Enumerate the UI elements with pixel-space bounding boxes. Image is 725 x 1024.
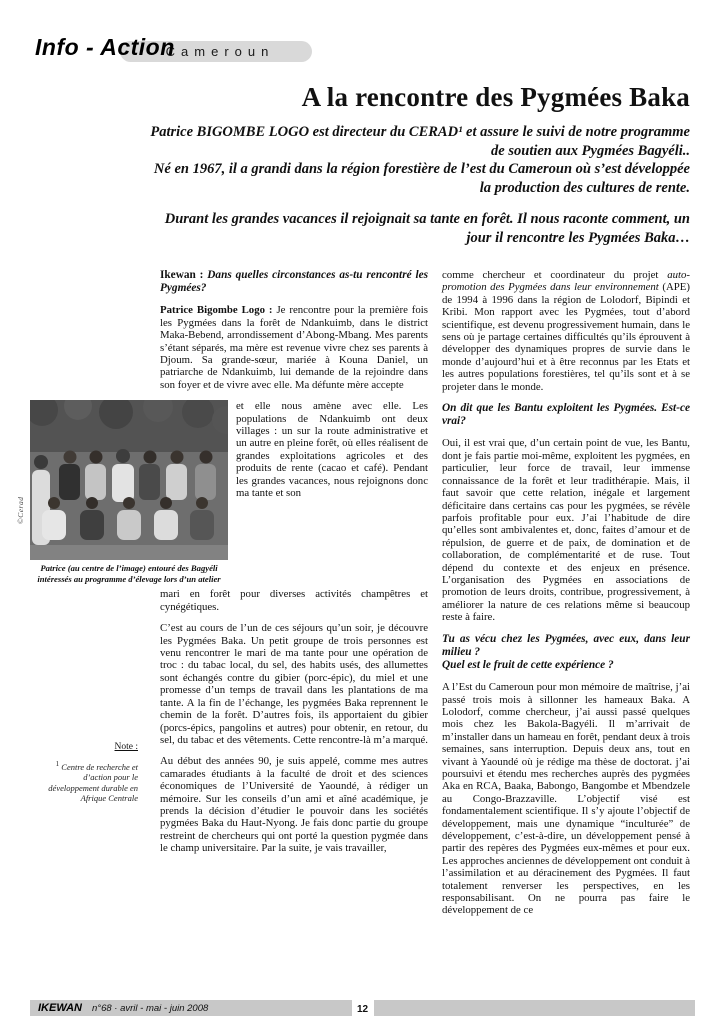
question-text: Dans quelles circonstances as-tu rencontré les Pygmées? [160,269,429,295]
lead-paragraph-3: Durant les grandes vacances il rejoignait sa tante en forêt. Il nous raconte comment, un jour il rencontre les Pygmées Baka… [164,211,690,246]
question-3-line-1: Tu as vécu chez les Pygmées, avec eux, dans leur milieu ? [442,632,690,658]
footnote-label: Note : [114,742,138,752]
interview-question-3 [442,633,690,673]
photo-caption: Patrice (au centre de l’image) entouré des Bagyéli intéressés au programme d’élevage lors d’un atelier [37,563,221,584]
photo-row [16,400,428,584]
photo-image [30,400,228,560]
footnote-number: 1 [55,760,60,769]
paragraph-5: Oui, il est vrai que, d’un certain point de vue, les Bantu, dont je fais partie moi-même, exploitent les pygmées, en particulier, leur force de travail, leur immense connaissance de la forêt et leur tradithérapie. Mais, il faut savoir que cette relation, inégale et largement déficitaire dans certains cas pour les pygmées, se révèle parfois profitable pour eux. J’ai l’habitude de dire qu’elles sont ambivalentes et, donc, faites d’amour et de répulsion, de guerre et de paix, de domination et de collaboration, de complémentarité et de ruse. Tout dépend du contexte et des enjeux en présence. L’organisation des Pygmées en associations de promotion de leurs droits, contribue, progressivement, à améliorer la nature de ces relations même si beaucoup reste à faire. [442,437,690,624]
footnote [38,762,138,804]
interview-question-1 [160,269,428,295]
article-photo-figure [16,400,228,584]
article-standfirst [35,123,690,247]
article-title: A la rencontre des Pygmées Baka [301,82,690,112]
paragraph-4-start: comme chercheur et coordinateur du projet [442,269,668,281]
project-name: auto-promotion des Pygmées dans leur environnement [442,269,690,294]
magazine-brand-title: Info - Action [35,34,175,60]
paragraph-4-end: (APE) de 1994 à 1996 dans la région de Lolodorf, Bipindi et Kribi. Mon rapport avec les Pygmées, tout d’abord scientifique, est devenu progressivement humain, dans le sens où je partage certaines difficultés qu’ils éprouvent à développer des dynamiques propres de survie dans le monde d’aujourd’hui et à être reconnus par les Etats et les autres populations forestières, tel qu’ils sont et à se projeter dans le monde. [442,281,690,393]
region-label: Cameroun [165,44,275,59]
photo-credit: ©Cerad [16,496,25,525]
paragraph-3: Au début des années 90, je suis appelé, comme mes autres camarades étudiants à la faculté de droit et des sciences économiques de l’Université de Yaoundé, à rédiger un mémoire. Sur les conseils d’un ami et aîné académique, je prends la décision d’étudier le pouvoir dans les sociétés pygmées Baka du Haut-Nyong. Je fais donc partie du groupe restreint de chercheurs qui ont porté la question pygmée dans le champ universitaire. Par la suite, je vais travailler, [160,755,428,855]
footnote-block [38,742,138,804]
interview-question-2: On dit que les Bantu exploitent les Pygmées. Est-ce vrai? [442,402,690,428]
masthead [35,36,690,66]
footer-issue-info: n°68 · avril - mai - juin 2008 [92,1002,209,1014]
footer-magazine-name: IKEWAN [38,1002,82,1014]
column-right [442,269,690,926]
paragraph-2: C’est au cours de l’un de ces séjours qu’un soir, je découvre les Pygmées Baka. Un petit groupe de trois personnes est venu rencontrer le mari de ma tante pour une opération de troc : du tabac local, du sel, des habits usés, des allumettes sont échangés contre du gibier (porc-épic), du miel et une promesse d’un temps de travail dans les plantations de ma tante. A la fin de l’échange, les pygmées Baka reprennent le chemin de la forêt. D’autres fois, ils apportaient du gibier (porcs-épics, pangolins et autres) pour obtenir, en retour, du sel, du tabac et des vêtements. Cette rencontre-là m’a marqué. [160,622,429,746]
paragraph-1 [160,304,428,391]
question-label: Ikewan : [160,269,204,281]
paragraph-1-wrapped: et elle nous amène avec elle. Les populations de Ndankuimb ont deux villages : un sur la route administrative et un autre en pleine forêt, où elles réalisent de grandes exploitations agricoles et des produits de rente (cacao et café). Pendant les grandes vacances, nous rejoignons donc ma tante et son [236,400,428,500]
paragraph-6: A l’Est du Cameroun pour mon mémoire de maîtrise, j’ai passé trois mois à sillonner les hameaux Baka. A Lolodorf, comme chercheur, j’ai aussi passé quelques mois chez les Bakola-Bagyéli. Il m’arrivait de m’installer dans un hameau en forêt, pendant deux à trois semaines, sans interruption. Depuis deux ans, tout en vivant à Yaoundé où je rédige ma thèse de doctorat. j’ai poursuivi et étendu mes recherches auprès des pygmées Aka en RCA, Baaka, Babongo, Bangombe et Mbendzele au Congo-Brazzaville. L’objectif visé est fondamentalement scientifique. Il s’y ajoute l’objectif de développement, mais une dynamique “inculturée” de développement, c’est-à-dire, un développement pensé à partir des repères des Pygmées eux-mêmes et pour eux. Les approches anciennes de développement ont conduit à l’assimilation et au déracinement des Pygmées. Il faut totalement renverser les perspectives, en les responsabilisant. On ne pourra pas faire le développement de ce [442,681,690,917]
footnote-text: Centre de recherche et d’action pour le développement durable en Afrique Centrale [48,762,138,804]
page-number: 12 [352,1000,374,1018]
paragraph-1-text: Je rencontre pour la première fois les Pygmées dans la forêt de Ndankuimb, dans le district Maka-Bebend, arrondissement d’Abong-Mbang. Mes parents s’étant séparés, ma mère est revenue vivre chez ses parents à Djoum. Sa grande-sœur, mariée à Kouna Daniel, un patriarche de Ndankuimb, lui demande de la rejoindre dans son foyer et de vivre avec elle. Ma défunte mère accepte [160,304,428,391]
question-3-line-2: Quel est le fruit de cette expérience ? [442,658,614,671]
lead-paragraph-2: Né en 1967, il a grandi dans la région forestière de l’est du Cameroun où s’est développée la production des cultures de rente. [153,161,690,196]
paragraph-1-continued: mari en forêt pour diverses activités champêtres et cynégétiques. [160,588,428,613]
speaker-name: Patrice Bigombe Logo : [160,304,273,317]
lead-paragraph-1: Patrice BIGOMBE LOGO est directeur du CERAD¹ et assure le suivi de notre programme de soutien aux Pygmées Bagyéli.. [150,124,690,159]
paragraph-4 [442,269,690,393]
